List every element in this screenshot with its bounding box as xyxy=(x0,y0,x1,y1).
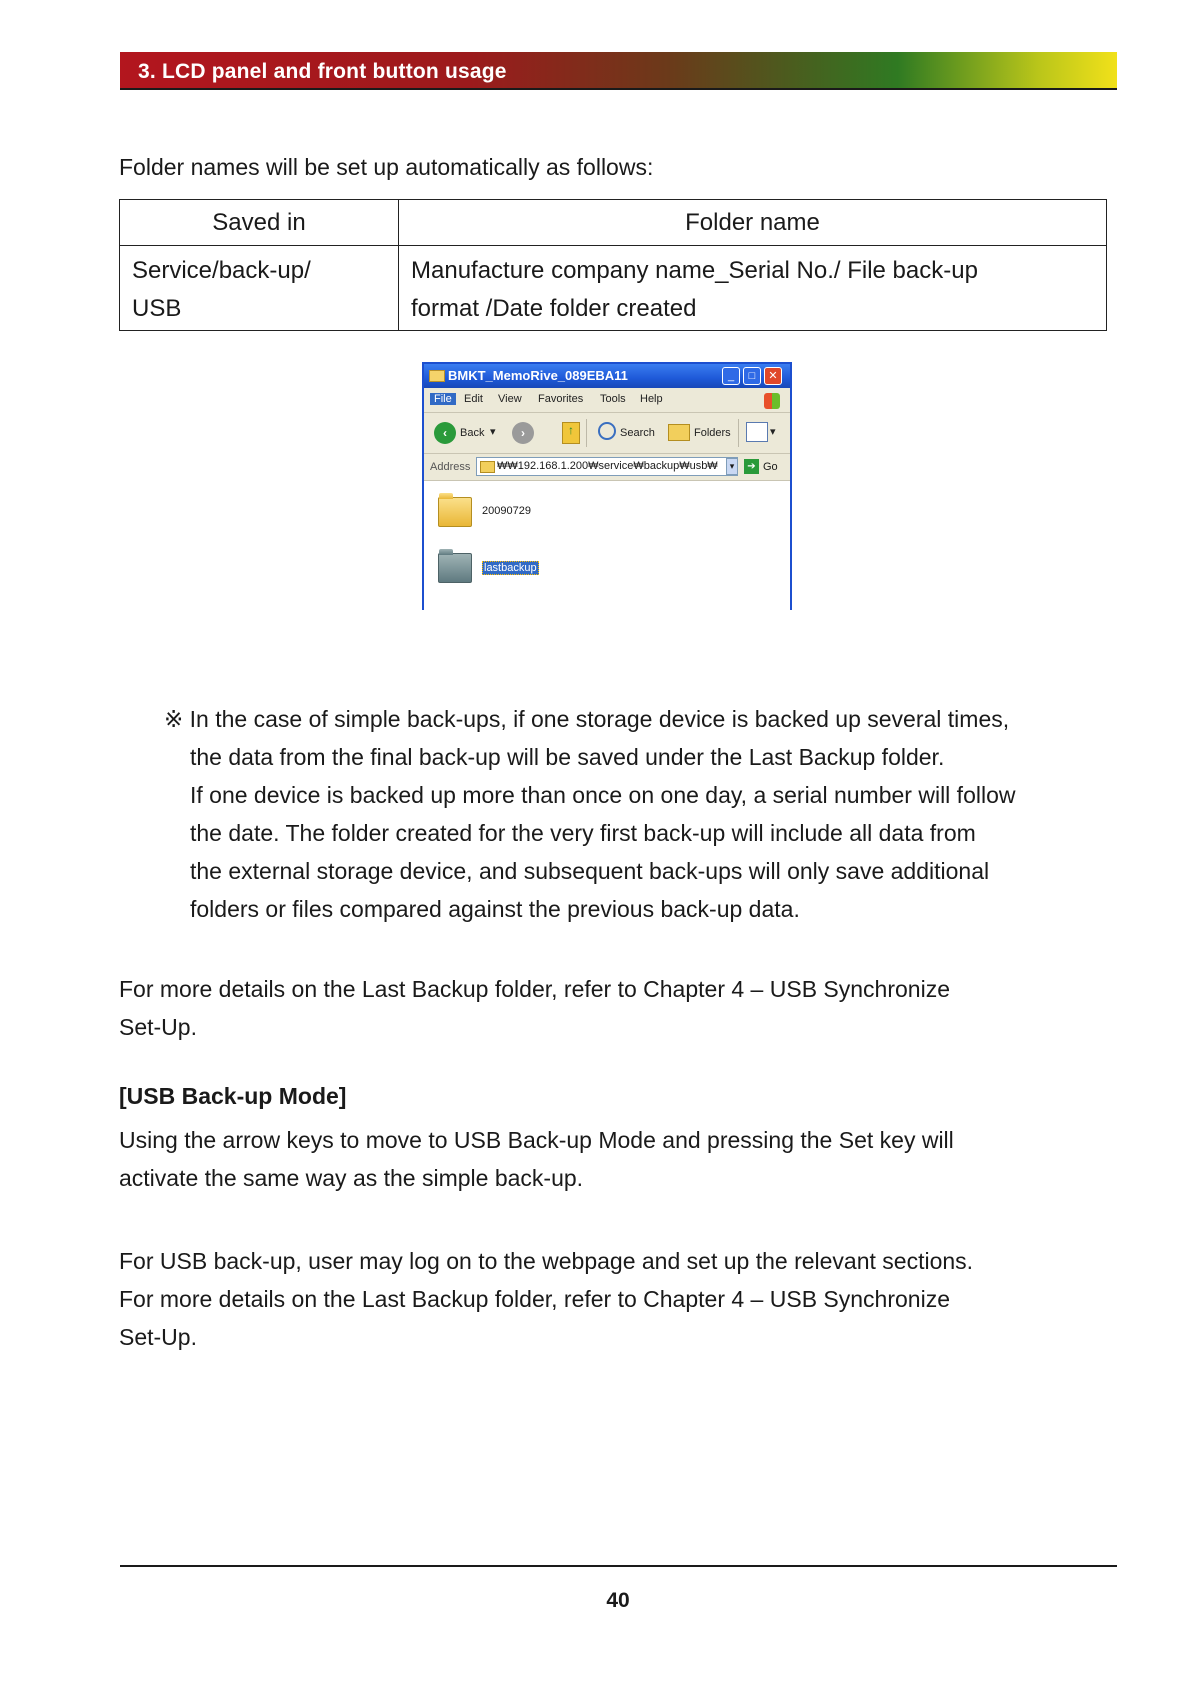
folder-label-lastbackup[interactable]: lastbackup xyxy=(484,562,537,574)
cell-line: USB xyxy=(132,295,182,322)
menu-view[interactable]: View xyxy=(498,393,522,405)
chevron-down-icon[interactable]: ▾ xyxy=(490,426,496,438)
go-arrow-icon[interactable]: ➔ xyxy=(744,459,759,474)
folder-icon[interactable] xyxy=(438,497,472,527)
folder-icon[interactable] xyxy=(438,553,472,583)
toolbar-separator xyxy=(586,419,587,447)
address-bar xyxy=(424,454,790,481)
menu-file[interactable]: File xyxy=(430,393,456,405)
cell-folder-name xyxy=(399,246,1107,331)
close-button[interactable]: ✕ xyxy=(764,367,782,385)
windows-logo-icon xyxy=(764,393,780,409)
footer-rule xyxy=(120,1565,1117,1567)
note-line: the external storage device, and subsequent back-ups will only save additional xyxy=(190,858,990,884)
cell-line: Manufacture company name_Serial No./ File back-up xyxy=(411,257,978,284)
note-line: ※ In the case of simple back-ups, if one storage device is backed up several times, xyxy=(164,706,1010,732)
paragraph-line: Set-Up. xyxy=(119,1324,197,1350)
usb-webpage-paragraph xyxy=(119,1242,1119,1356)
folders-button-label[interactable]: Folders xyxy=(694,427,731,439)
address-input[interactable] xyxy=(476,457,738,476)
address-value: ₩₩192.168.1.200₩service₩backup₩usb₩ xyxy=(497,460,718,472)
header-folder-name: Folder name xyxy=(399,200,1107,246)
page-number: 40 xyxy=(606,1589,630,1612)
paragraph-line: For USB back-up, user may log on to the webpage and set up the relevant sections. xyxy=(119,1248,974,1274)
chevron-down-icon[interactable]: ▾ xyxy=(770,426,776,438)
usb-backup-paragraph xyxy=(119,1121,1119,1197)
menu-edit[interactable]: Edit xyxy=(464,393,483,405)
chevron-down-icon[interactable]: ▾ xyxy=(726,458,738,475)
explorer-menubar xyxy=(424,388,790,413)
chapter-title: 3. LCD panel and front button usage xyxy=(138,60,507,83)
folders-icon[interactable] xyxy=(668,424,690,441)
paragraph-line: Using the arrow keys to move to USB Back-up Mode and pressing the Set key will xyxy=(119,1127,954,1153)
explorer-window-screenshot xyxy=(422,362,792,610)
minimize-button[interactable]: _ xyxy=(722,367,740,385)
up-folder-icon[interactable]: ↑ xyxy=(562,422,580,444)
usb-backup-mode-heading: [USB Back-up Mode] xyxy=(119,1083,347,1109)
address-label: Address xyxy=(430,461,471,473)
paragraph-line: Set-Up. xyxy=(119,1014,197,1040)
menu-help[interactable]: Help xyxy=(640,393,663,405)
note-line: If one device is backed up more than once on one day, a serial number will follow xyxy=(190,782,1016,808)
last-backup-reference-paragraph xyxy=(119,970,1119,1046)
views-icon[interactable] xyxy=(746,422,768,442)
forward-arrow-icon[interactable]: › xyxy=(512,422,534,444)
search-button-label[interactable]: Search xyxy=(620,427,655,439)
back-arrow-icon[interactable]: ‹ xyxy=(434,422,456,444)
menu-favorites[interactable]: Favorites xyxy=(538,393,584,405)
explorer-title: BMKT_MemoRive_089EBA11 xyxy=(448,368,628,383)
note-line: the date. The folder created for the very first back-up will include all data from xyxy=(190,820,976,846)
cell-line: Service/back-up/ xyxy=(132,257,311,284)
header-saved-in: Saved in xyxy=(120,200,399,246)
folder-icon xyxy=(429,370,445,382)
paragraph-line: For more details on the Last Backup folder, refer to Chapter 4 – USB Synchronize xyxy=(119,1286,950,1312)
table-row xyxy=(120,246,1107,331)
toolbar-separator xyxy=(738,419,739,447)
back-button-label[interactable]: Back xyxy=(460,427,485,439)
folder-icon xyxy=(480,461,495,473)
note-paragraph xyxy=(164,700,1119,928)
cell-line: format /Date folder created xyxy=(411,295,697,322)
menu-tools[interactable]: Tools xyxy=(600,393,626,405)
paragraph-line: For more details on the Last Backup folder, refer to Chapter 4 – USB Synchronize xyxy=(119,976,950,1002)
note-line: folders or files compared against the previous back-up data. xyxy=(190,896,800,922)
go-button-label[interactable]: Go xyxy=(763,461,778,473)
maximize-button[interactable]: □ xyxy=(743,367,761,385)
folder-label-20090729[interactable]: 20090729 xyxy=(482,505,531,517)
chapter-header-bar xyxy=(120,52,1117,90)
note-line: the data from the final back-up will be saved under the Last Backup folder. xyxy=(190,744,945,770)
explorer-titlebar xyxy=(424,364,790,388)
search-icon[interactable] xyxy=(598,422,616,440)
intro-text: Folder names will be set up automatically as follows: xyxy=(119,154,654,180)
table-header-row xyxy=(120,200,1107,246)
paragraph-line: activate the same way as the simple back-up. xyxy=(119,1165,584,1191)
cell-saved-in xyxy=(120,246,399,331)
folder-name-table xyxy=(119,199,1107,331)
explorer-toolbar xyxy=(424,413,790,454)
explorer-content xyxy=(424,481,790,587)
